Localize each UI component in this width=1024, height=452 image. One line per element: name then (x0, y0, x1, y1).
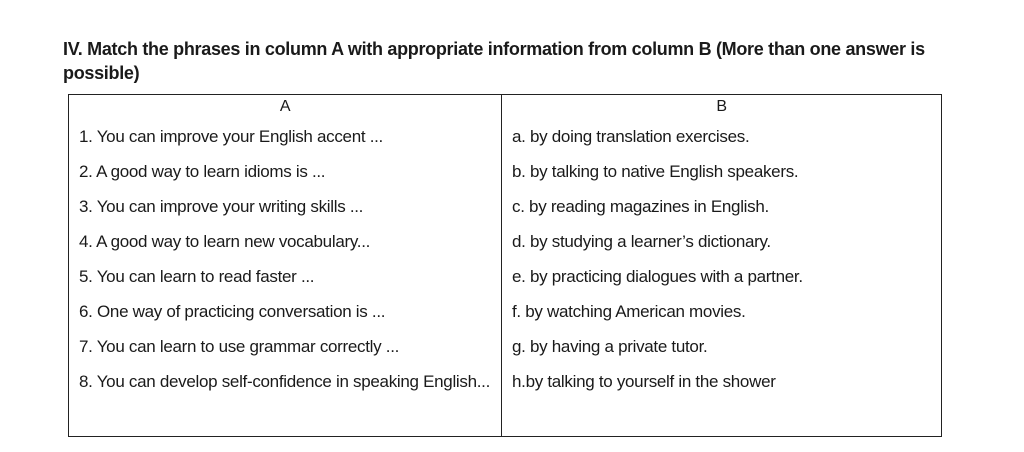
phrase-b-c: c. by reading magazines in English. (502, 191, 942, 226)
phrase-b-g: g. by having a private tutor. (502, 331, 942, 366)
table-row (69, 261, 942, 296)
table-row (69, 121, 942, 156)
phrase-b-f: f. by watching American movies. (502, 296, 942, 331)
table-row (69, 156, 942, 191)
table-row (69, 296, 942, 331)
table-row (69, 226, 942, 261)
phrase-a-6: 6. One way of practicing conversation is ... (69, 296, 502, 331)
phrase-a-5: 5. You can learn to read faster ... (69, 261, 502, 296)
column-b-header: B (502, 95, 942, 122)
table-row (69, 331, 942, 366)
table-row (69, 191, 942, 226)
phrase-a-1: 1. You can improve your English accent ... (69, 121, 502, 156)
phrase-a-4: 4. A good way to learn new vocabulary... (69, 226, 502, 261)
column-a-header: A (69, 95, 502, 122)
phrase-b-b: b. by talking to native English speakers. (502, 156, 942, 191)
phrase-a-3: 3. You can improve your writing skills ... (69, 191, 502, 226)
matching-table (68, 94, 942, 437)
table-header-row (69, 95, 942, 122)
phrase-a-7: 7. You can learn to use grammar correctly ... (69, 331, 502, 366)
phrase-a-8: 8. You can develop self-confidence in speaking English... (69, 366, 502, 437)
phrase-b-h: h.by talking to yourself in the shower (502, 366, 942, 437)
phrase-b-d: d. by studying a learner’s dictionary. (502, 226, 942, 261)
exercise-title: IV. Match the phrases in column A with appropriate information from column B (More than one answer is possible) (63, 39, 925, 83)
phrase-a-2: 2. A good way to learn idioms is ... (69, 156, 502, 191)
table-row (69, 366, 942, 437)
phrase-b-a: a. by doing translation exercises. (502, 121, 942, 156)
phrase-b-e: e. by practicing dialogues with a partner. (502, 261, 942, 296)
